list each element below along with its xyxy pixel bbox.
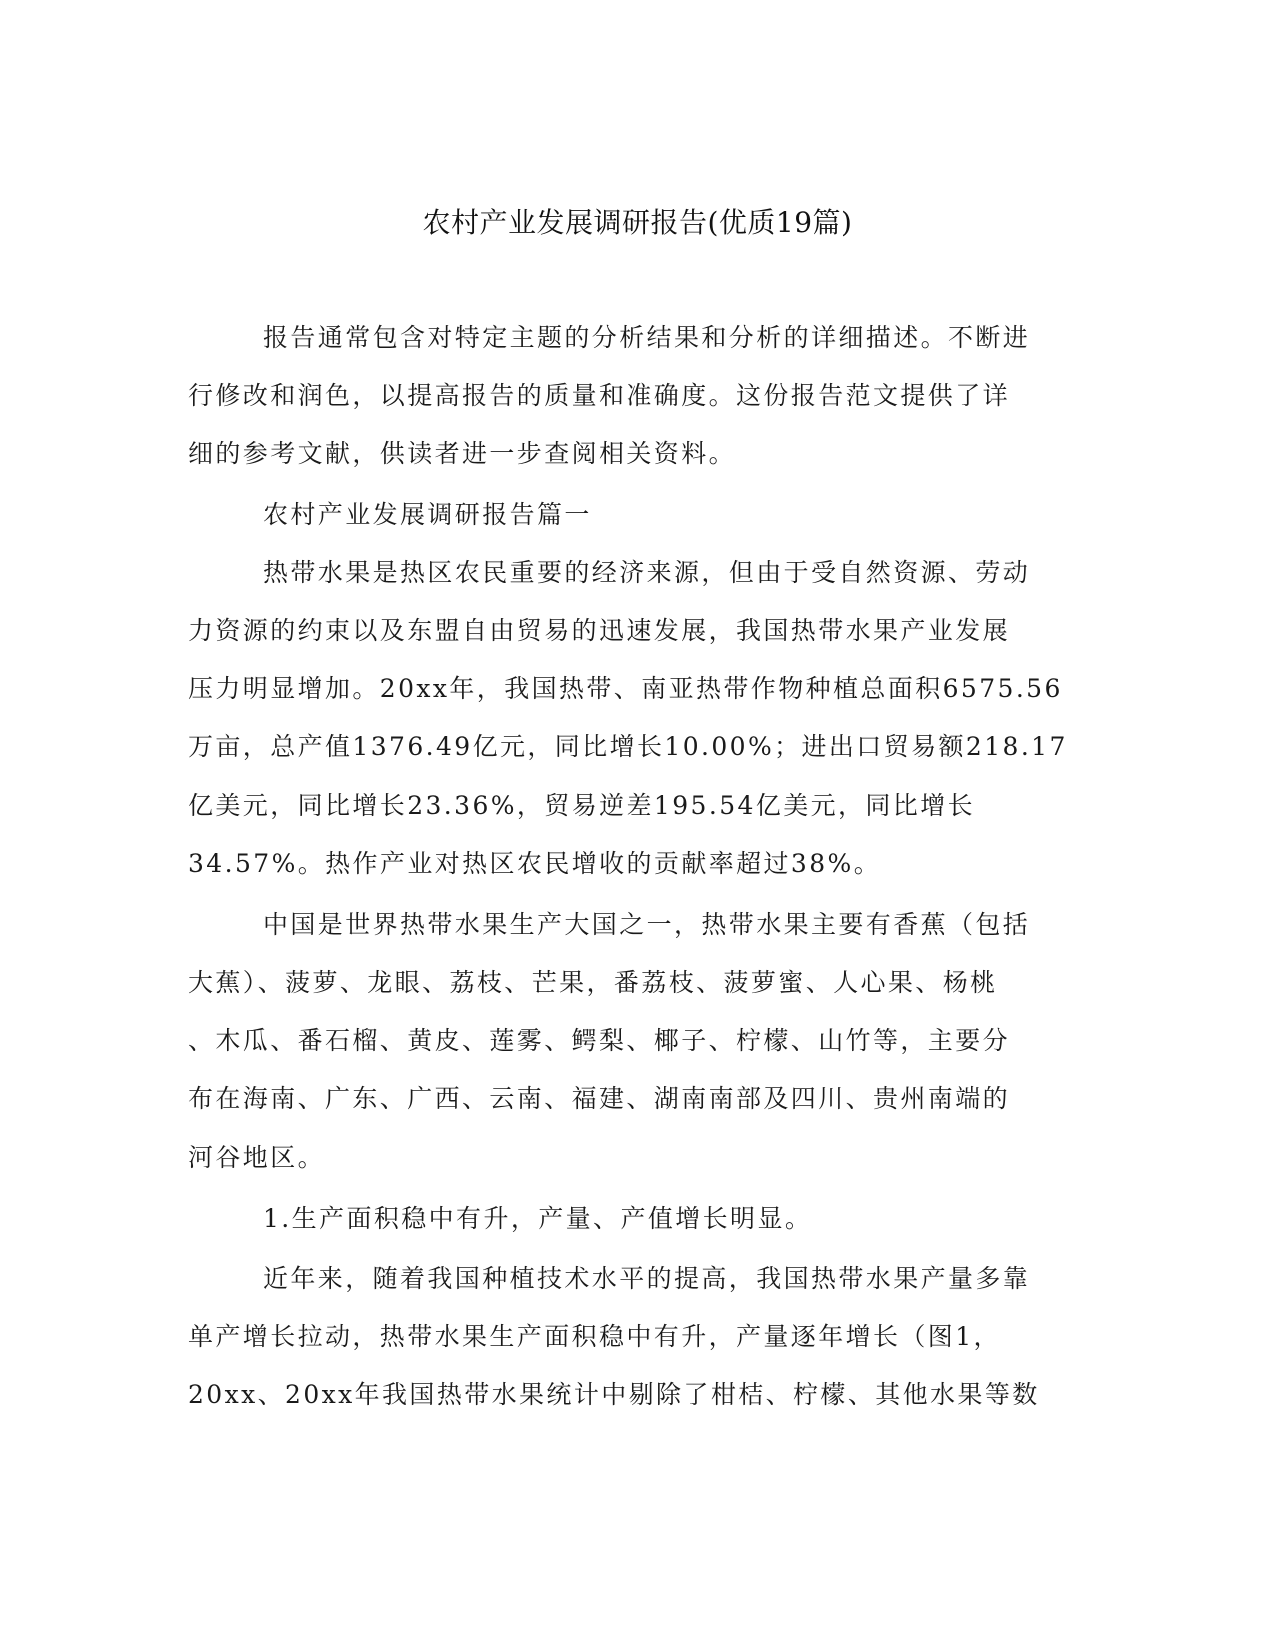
paragraph-line: 报告通常包含对特定主题的分析结果和分析的详细描述。不断进 xyxy=(263,323,1031,352)
paragraph-line: 34.57%。热作产业对热区农民增收的贡献率超过38%。 xyxy=(188,849,882,878)
paragraph-line: 单产增长拉动，热带水果生产面积稳中有升，产量逐年增长（图1， xyxy=(188,1322,1001,1351)
paragraph-line: 力资源的约束以及东盟自由贸易的迅速发展，我国热带水果产业发展 xyxy=(188,616,1011,645)
paragraph-line: 亿美元，同比增长23.36%，贸易逆差195.54亿美元，同比增长 xyxy=(188,791,976,820)
section-heading: 农村产业发展调研报告篇一 xyxy=(263,500,592,529)
subsection-heading: 1.生产面积稳中有升，产量、产值增长明显。 xyxy=(263,1204,813,1233)
paragraph-line: 细的参考文献，供读者进一步查阅相关资料。 xyxy=(188,439,737,468)
paragraph-line: 近年来，随着我国种植技术水平的提高，我国热带水果产量多靠 xyxy=(263,1264,1031,1293)
paragraph-line: 行修改和润色，以提高报告的质量和准确度。这份报告范文提供了详 xyxy=(188,381,1011,410)
paragraph-line: 、木瓜、番石榴、黄皮、莲雾、鳄梨、椰子、柠檬、山竹等，主要分 xyxy=(188,1026,1011,1055)
paragraph-line: 中国是世界热带水果生产大国之一，热带水果主要有香蕉（包括 xyxy=(263,910,1031,939)
paragraph-line: 20xx、20xx年我国热带水果统计中剔除了柑桔、柠檬、其他水果等数 xyxy=(188,1380,1040,1409)
paragraph-line: 热带水果是热区农民重要的经济来源，但由于受自然资源、劳动 xyxy=(263,558,1031,587)
paragraph-line: 压力明显增加。20xx年，我国热带、南亚热带作物种植总面积6575.56 xyxy=(188,674,1063,703)
paragraph-line: 大蕉）、菠萝、龙眼、荔枝、芒果，番荔枝、菠萝蜜、人心果、杨桃 xyxy=(188,968,998,997)
document-title: 农村产业发展调研报告(优质19篇) xyxy=(422,206,853,239)
paragraph-line: 河谷地区。 xyxy=(188,1143,326,1172)
paragraph-line: 万亩，总产值1376.49亿元，同比增长10.00%；进出口贸易额218.17 xyxy=(188,732,1068,761)
paragraph-line: 布在海南、广东、广西、云南、福建、湖南南部及四川、贵州南端的 xyxy=(188,1084,1011,1113)
